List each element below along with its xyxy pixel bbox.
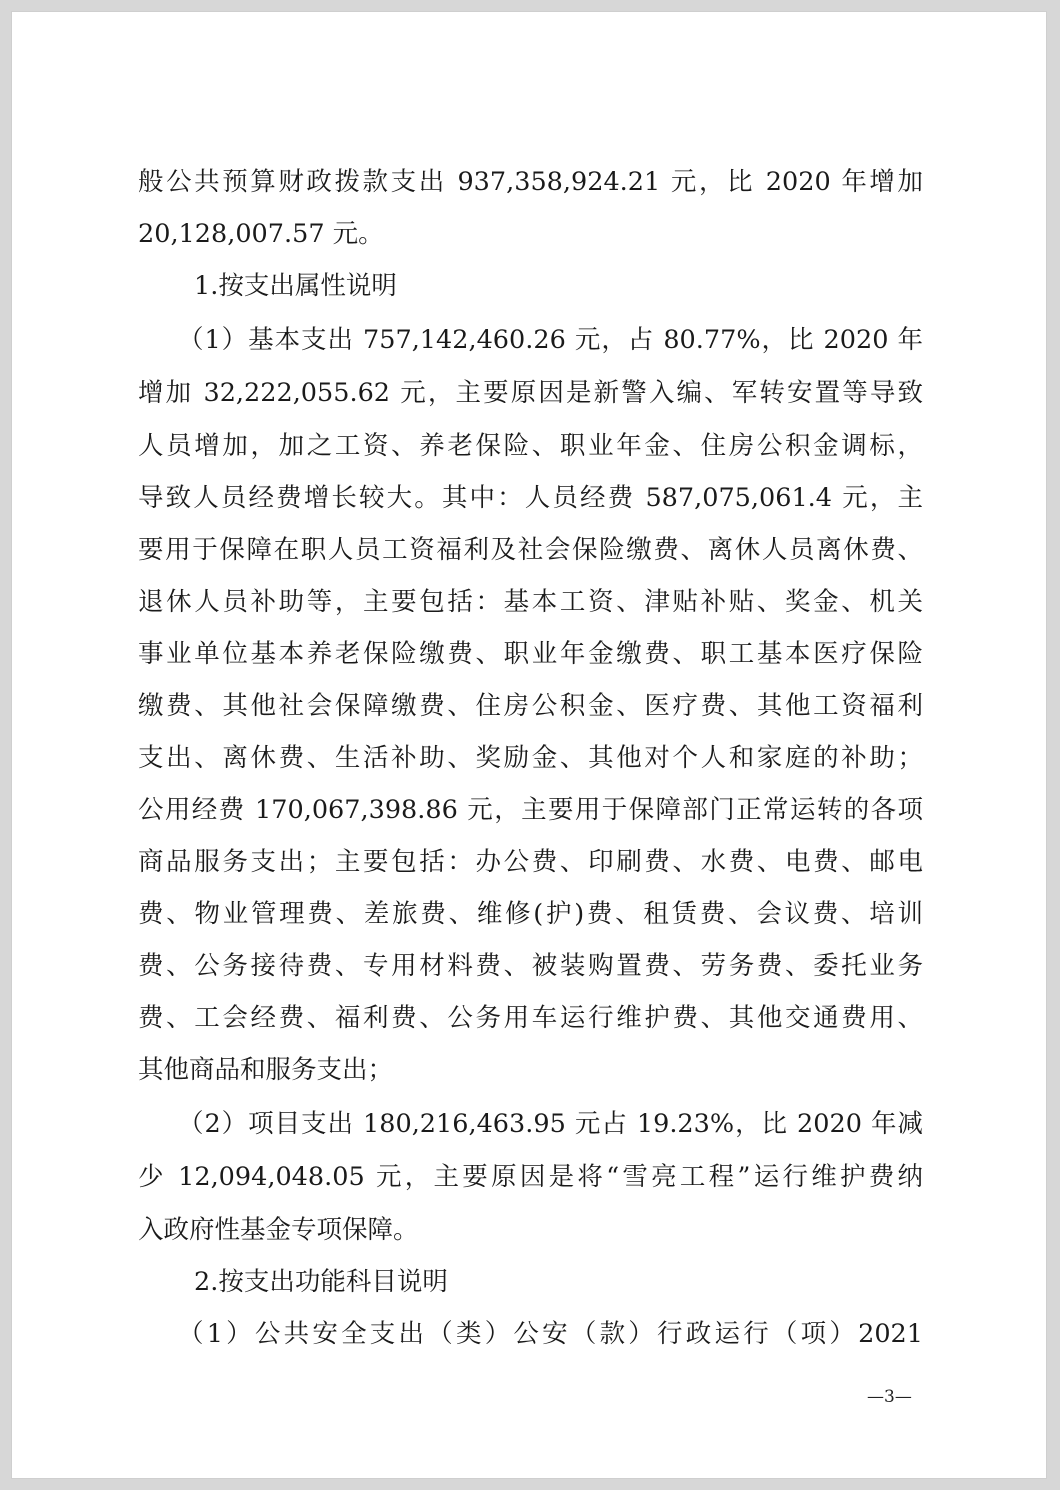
text-line: （2）项目支出 180,216,463.95 元占 19.23%，比 2020 年减 <box>178 1109 923 1139</box>
text-line: （1）基本支出 757,142,460.26 元，占 80.77%，比 2020 年 <box>178 325 923 355</box>
text-line: 事业单位基本养老保险缴费、职业年金缴费、职工基本医疗保险 <box>138 639 923 669</box>
text-line: 导致人员经费增长较大。其中：人员经费 587,075,061.4 元，主 <box>138 483 923 513</box>
text-line: 入政府性基金专项保障。 <box>138 1215 419 1245</box>
text-line: 其他商品和服务支出； <box>138 1055 394 1085</box>
text-line: 商品服务支出；主要包括：办公费、印刷费、水费、电费、邮电 <box>138 847 923 877</box>
text-line: 退休人员补助等，主要包括：基本工资、津贴补贴、奖金、机关 <box>138 587 923 617</box>
text-line: 费、物业管理费、差旅费、维修(护)费、租赁费、会议费、培训 <box>138 899 923 929</box>
text-line: 公用经费 170,067,398.86 元，主要用于保障部门正常运转的各项 <box>138 795 923 825</box>
section-heading: 1.按支出属性说明 <box>194 271 397 301</box>
text-line: （1）公共安全支出（类）公安（款）行政运行（项）2021 <box>178 1319 923 1349</box>
text-line: 增加 32,222,055.62 元，主要原因是新警入编、军转安置等导致 <box>138 378 923 408</box>
section-heading: 2.按支出功能科目说明 <box>194 1267 448 1297</box>
text-line: 20,128,007.57 元。 <box>138 219 384 249</box>
text-line: 费、公务接待费、专用材料费、被装购置费、劳务费、委托业务 <box>138 951 923 981</box>
text-line: 费、工会经费、福利费、公务用车运行维护费、其他交通费用、 <box>138 1003 923 1033</box>
text-line: 缴费、其他社会保障缴费、住房公积金、医疗费、其他工资福利 <box>138 691 923 721</box>
text-line: 般公共预算财政拨款支出 937,358,924.21 元，比 2020 年增加 <box>138 167 923 197</box>
text-line: 人员增加，加之工资、养老保险、职业年金、住房公积金调标， <box>138 431 923 461</box>
page-number: —3— <box>867 1387 912 1407</box>
text-line: 要用于保障在职人员工资福利及社会保险缴费、离休人员离休费、 <box>138 535 923 565</box>
document-page <box>12 12 1046 1478</box>
text-line: 少 12,094,048.05 元，主要原因是将“雪亮工程”运行维护费纳 <box>138 1162 923 1192</box>
text-line: 支出、离休费、生活补助、奖励金、其他对个人和家庭的补助； <box>138 743 923 773</box>
